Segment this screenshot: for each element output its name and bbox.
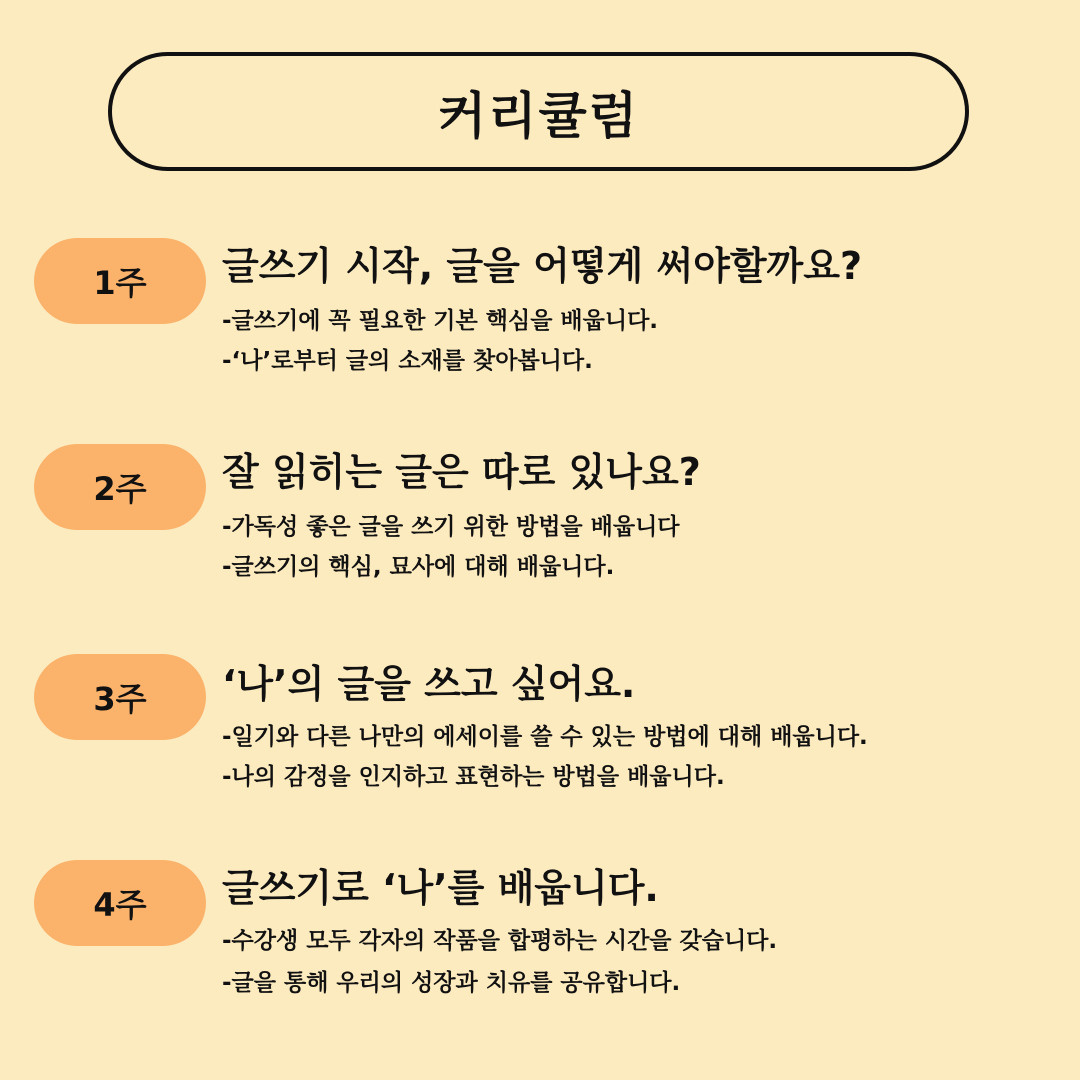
page-title: 커리큘럼 — [437, 86, 640, 145]
week-label: 4주 — [93, 886, 147, 924]
week-label: 2주 — [93, 470, 147, 508]
week-heading: 글쓰기 시작, 글을 어떻게 써야할까요? — [222, 244, 863, 288]
week-badge — [34, 654, 206, 740]
week-description-line: -수강생 모두 각자의 작품을 합평하는 시간을 갖습니다. — [222, 928, 778, 954]
week-description-line: -가독성 좋은 글을 쓰기 위한 방법을 배웁니다 — [222, 514, 680, 540]
week-label: 1주 — [93, 264, 147, 302]
week-heading: 잘 읽히는 글은 따로 있나요? — [222, 450, 701, 494]
week-section-4 — [0, 862, 1080, 1042]
week-badge — [34, 238, 206, 324]
week-description-line: -글쓰기에 꼭 필요한 기본 핵심을 배웁니다. — [222, 308, 659, 334]
week-section-3 — [0, 658, 1080, 838]
week-description-line: -글쓰기의 핵심, 묘사에 대해 배웁니다. — [222, 554, 615, 580]
week-badge — [34, 444, 206, 530]
title-banner — [108, 52, 969, 171]
week-badge — [34, 860, 206, 946]
week-label: 3주 — [93, 680, 147, 718]
week-description-line: -글을 통해 우리의 성장과 치유를 공유합니다. — [222, 970, 681, 996]
week-description-line: -일기와 다른 나만의 에세이를 쓸 수 있는 방법에 대해 배웁니다. — [222, 724, 868, 750]
week-description-line: -나의 감정을 인지하고 표현하는 방법을 배웁니다. — [222, 764, 725, 790]
week-heading: ‘나’의 글을 쓰고 싶어요. — [222, 662, 636, 706]
week-section-1 — [0, 240, 1080, 420]
week-section-2 — [0, 446, 1080, 626]
week-heading: 글쓰기로 ‘나’를 배웁니다. — [222, 866, 659, 910]
week-description-line: -‘나’로부터 글의 소재를 찾아봅니다. — [222, 348, 593, 374]
